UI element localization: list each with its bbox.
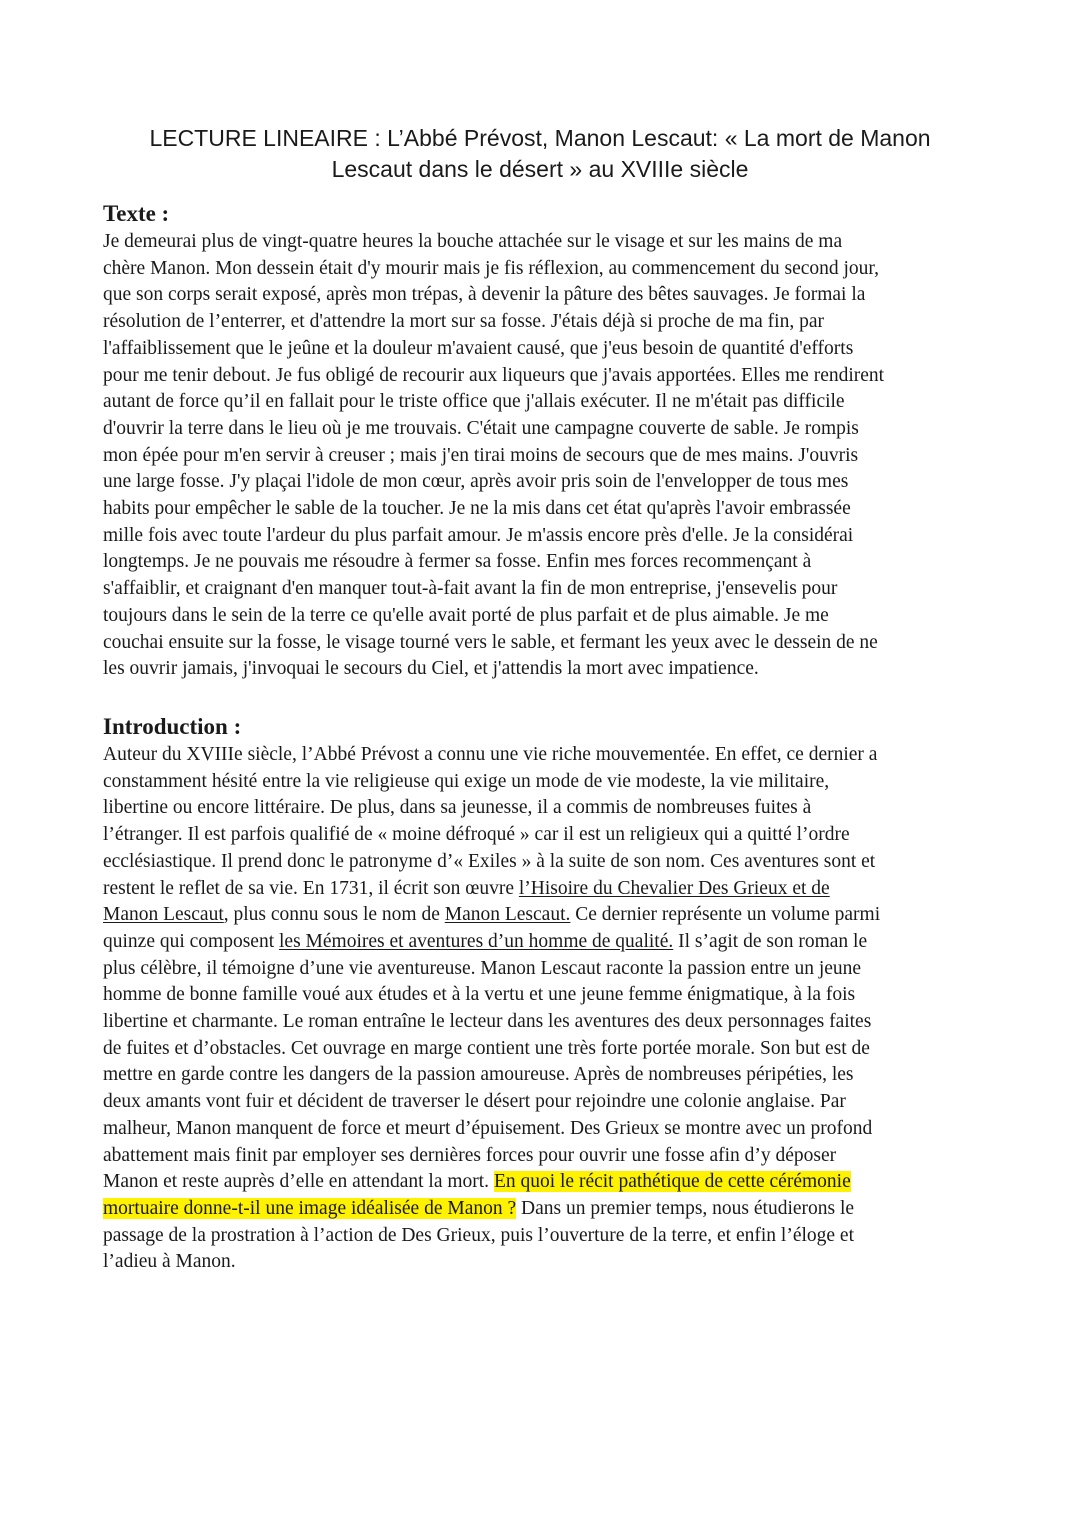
texte-line: chère Manon. Mon dessein était d'y mourir mais je fis réflexion, au commencement du second jour, — [103, 257, 880, 279]
intro-line: libertine et charmante. Le roman entraîne le lecteur dans les aventures des deux personnages faites — [103, 1011, 872, 1033]
texte-line: couchai ensuite sur la fosse, le visage tourné vers le sable, et fermant les yeux avec le dessein de ne — [103, 631, 878, 653]
intro-text: Il s’agit de son roman le — [673, 930, 868, 952]
problematique-highlight: En quoi le récit pathétique de cette cérémonie — [493, 1171, 851, 1193]
texte-line: mon épée pour m'en servir à creuser ; mais j'en tirai moins de secours que de mes mains. J'ouvris — [103, 444, 859, 466]
intro-line — [103, 876, 983, 903]
texte-line: mille fois avec toute l'ardeur du plus parfait amour. Je m'assis encore près d'elle. Je la considérai — [103, 524, 854, 546]
work-title-underlined: Manon Lescaut. — [444, 904, 571, 926]
texte-line: résolution de l’enterrer, et d'attendre la mort sur sa fosse. J'étais déjà si proche de ma fin, par — [103, 311, 824, 333]
intro-line: l’adieu à Manon. — [103, 1251, 236, 1273]
title-line-1: LECTURE LINEAIRE : L’Abbé Prévost, Manon Lescaut: « La mort de Manon — [149, 125, 931, 151]
texte-line: toujours dans le sein de la terre ce qu'elle avait porté de plus parfait et de plus aimable. Je me — [103, 604, 829, 626]
texte-line: Je demeurai plus de vingt-quatre heures la bouche attachée sur le visage et sur les mains de ma — [103, 231, 843, 252]
texte-line: les ouvrir jamais, j'invoquai le secours du Ciel, et j'attendis la mort avec impatience. — [103, 658, 759, 680]
intro-line: ecclésiastique. Il prend donc le patronyme d’« Exiles » à la suite de son nom. Ces aventures sont et — [103, 850, 876, 872]
intro-line — [103, 902, 983, 929]
intro-line: plus célèbre, il témoigne d’une vie aventureuse. Manon Lescaut raconte la passion entre un jeune — [103, 957, 862, 979]
intro-text: Manon et reste auprès d’elle en attendant la mort. — [103, 1171, 494, 1193]
intro-text: Ce dernier représente un volume parmi — [570, 904, 881, 926]
title-line-2: Lescaut dans le désert » au XVIIIe siècle — [331, 156, 749, 182]
intro-line: homme de bonne famille voué aux études et à la vertu et une jeune femme énigmatique, à la fois — [103, 984, 856, 1006]
intro-line: Auteur du XVIIIe siècle, l’Abbé Prévost a connu une vie riche mouvementée. En effet, ce dernier a — [103, 744, 878, 765]
intro-text: , plus connu sous le nom de — [223, 904, 445, 926]
texte-line: l'affaiblissement que le jeûne et la douleur m'avaient causé, que j'eus besoin de quantité d'efforts — [103, 337, 854, 359]
work-title-underlined: les Mémoires et aventures d’un homme de qualité. — [279, 930, 674, 952]
intro-line: deux amants vont fuir et décident de traverser le désert pour rejoindre une colonie anglaise. Par — [103, 1091, 846, 1113]
intro-line: malheur, Manon manquent de force et meurt d’épuisement. Des Grieux se montre avec un profond — [103, 1117, 873, 1139]
intro-line — [103, 1169, 983, 1196]
texte-line: pour me tenir debout. Je fus obligé de recourir aux liqueurs que j'avais apportées. Elles me rendirent — [103, 364, 885, 386]
intro-line: abattement mais finit par employer ses dernières forces pour ouvrir une fosse afin d’y déposer — [103, 1144, 837, 1166]
intro-text: restent le reflet de sa vie. En 1731, il écrit son œuvre — [103, 877, 519, 899]
texte-line: habits pour empêcher le sable de la toucher. Je ne la mis dans cet état qu'après l'avoir embrassée — [103, 498, 851, 520]
introduction-heading: Introduction : — [103, 714, 242, 739]
texte-line: longtemps. Je ne pouvais me résoudre à fermer sa fosse. Enfin mes forces recommençant à — [103, 551, 812, 573]
intro-line: constamment hésité entre la vie religieuse qui exige un mode de vie modeste, la vie militaire, — [103, 770, 830, 792]
texte-line: autant de force qu’il en fallait pour le triste office que j'allais exécuter. Il ne m'était pas difficile — [103, 391, 845, 413]
intro-line: mettre en garde contre les dangers de la passion amoureuse. Après de nombreuses péripéties, les — [103, 1064, 854, 1086]
introduction-paragraph — [103, 742, 983, 1276]
intro-line: libertine ou encore littéraire. De plus, dans sa jeunesse, il a commis de nombreuses fuites à — [103, 797, 812, 819]
intro-text: quinze qui composent — [103, 930, 280, 952]
intro-line: l’étranger. Il est parfois qualifié de « moine défroqué » car il est un religieux qui a quitté l’ordre — [103, 824, 850, 846]
texte-heading: Texte : — [103, 201, 170, 226]
texte-line: s'affaiblir, et craignant d'en manquer tout-à-fait avant la fin de mon entreprise, j'ensevelis pour — [103, 578, 838, 600]
problematique-highlight: mortuaire donne-t-il une image idéalisée de Manon ? — [103, 1197, 517, 1219]
intro-line — [103, 1196, 983, 1223]
texte-line: une large fosse. J'y plaçai l'idole de mon cœur, après avoir pris soin de l'envelopper de tous mes — [103, 471, 849, 493]
work-title-underlined: l’Hisoire du Chevalier Des Grieux et de — [518, 877, 830, 899]
work-title-underlined: Manon Lescaut — [103, 904, 224, 926]
intro-text: Dans un premier temps, nous étudierons le — [516, 1197, 855, 1219]
texte-line: que son corps serait exposé, après mon trépas, à devenir la pâture des bêtes sauvages. Je formai la — [103, 284, 866, 306]
intro-line: passage de la prostration à l’action de Des Grieux, puis l’ouverture de la terre, et enfin l’éloge et — [103, 1224, 854, 1246]
texte-line: d'ouvrir la terre dans le lieu où je me trouvais. C'était une campagne couverte de sable. Je rompis — [103, 417, 859, 439]
document-title — [90, 123, 990, 185]
texte-paragraph — [103, 229, 983, 683]
intro-line: de fuites et d’obstacles. Cet ouvrage en marge contient une très forte portée morale. Son but est de — [103, 1037, 870, 1059]
intro-line — [103, 929, 983, 956]
